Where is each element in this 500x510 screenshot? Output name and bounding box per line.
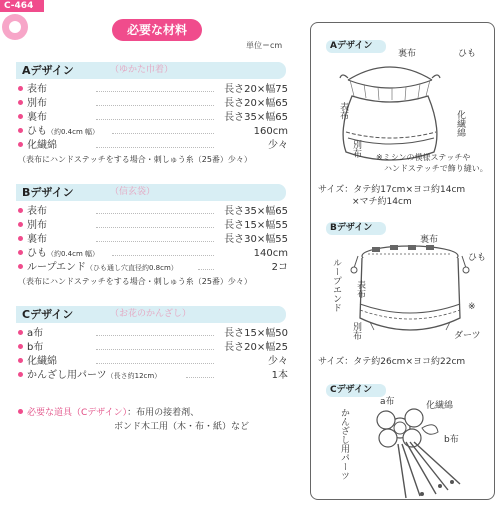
diagram-c-label-parts: かんざし用パーツ: [339, 408, 349, 480]
page-title: 必要な材料: [112, 19, 202, 41]
section-a: [16, 62, 306, 167]
material-row: 別布 長さ15×幅55: [16, 219, 306, 233]
kanzashi-illustration: [358, 398, 478, 502]
diagram-c-heading: Cデザイン: [326, 384, 386, 397]
material-row: 裏布 長さ35×幅65: [16, 111, 306, 125]
diagram-a-label-himo: ひも: [458, 49, 477, 59]
tools-line-1: ：布用の接着剤、: [127, 408, 200, 418]
material-row: 別布 長さ20×幅65: [16, 97, 306, 111]
section-b-header: [16, 184, 286, 201]
diagram-c-label-b: b布: [444, 435, 459, 445]
page-code: C-464: [0, 0, 44, 12]
diagram-b-label-darts: ダーツ: [454, 331, 481, 341]
section-b: [16, 184, 306, 289]
section-c-heading: Cデザイン: [22, 308, 74, 321]
diagram-a-label-kasen: 化繊綿: [455, 110, 465, 137]
material-row: 化繊綿 少々: [16, 355, 306, 369]
section-c-subtitle: （お花のかんざし）: [110, 309, 192, 319]
bag-b-illustration: [350, 238, 470, 348]
diagram-b-label-betsu: 別布: [351, 322, 361, 340]
diagram-b-size: サイズ：タテ約26cm×ヨコ約22cm: [318, 357, 466, 367]
diagram-b-label-himo: ひも: [468, 253, 487, 263]
section-b-heading: Bデザイン: [22, 186, 74, 199]
section-a-footnote: （表布にハンドステッチをする場合・刺しゅう糸（25番）少々）: [18, 155, 252, 164]
material-row: ひも（約0.4cm 幅） 160cm: [16, 125, 306, 139]
material-row: b布 長さ20×幅25: [16, 341, 306, 355]
tools-label: 必要な道具: [27, 408, 73, 418]
material-row: a布 長さ15×幅50: [16, 327, 306, 341]
material-row: 表布 長さ35×幅65: [16, 205, 306, 219]
diagram-a-label-ura: 裏布: [398, 49, 417, 59]
diagram-b-label-omote: 表布: [355, 280, 365, 298]
diagram-a-label-omote: 表布: [338, 102, 348, 120]
diagram-a-note-2: ハンドステッチで飾り縫い。: [384, 164, 488, 173]
material-row: 表布 長さ20×幅75: [16, 83, 306, 97]
material-row: ループエンド（ひも通し穴直径約0.8cm） 2コ: [16, 261, 306, 275]
diagram-a-size-2: ×マチ約14cm: [352, 197, 412, 207]
section-b-subtitle: （信玄袋）: [110, 187, 156, 197]
material-row: 裏布 長さ30×幅55: [16, 233, 306, 247]
diagram-b-label-ura: 裏布: [420, 235, 439, 245]
section-b-footnote: （表布にハンドステッチをする場合・刺しゅう糸（25番）少々）: [18, 277, 252, 286]
section-c: [16, 306, 306, 383]
diagram-b-label-mark: ※: [468, 302, 476, 312]
page-marker-icon: [2, 14, 28, 40]
required-tools: [18, 406, 308, 434]
diagram-b-label-loop: ループエンド: [331, 258, 341, 312]
tools-line-2: ボンド木工用（木・布・紙）など: [114, 422, 250, 432]
material-row: 化繊綿 少々: [16, 139, 306, 153]
tools-label-note: （Cデザイン）: [72, 408, 128, 418]
unit-note: 単位＝cm: [246, 41, 283, 50]
diagram-a-size-1: サイズ：タテ約17cm×ヨコ約14cm: [318, 185, 466, 195]
diagram-a-label-betsu: 別布: [351, 140, 361, 158]
material-row: ひも（約0.4cm 幅） 140cm: [16, 247, 306, 261]
diagram-b-heading: Bデザイン: [326, 222, 386, 235]
diagram-c-label-kasen: 化繊綿: [426, 401, 454, 411]
section-a-subtitle: （ゆかた巾着）: [110, 65, 174, 75]
section-a-header: [16, 62, 286, 79]
diagram-a-heading: Aデザイン: [326, 40, 386, 53]
diagram-c-label-a: a布: [380, 397, 395, 407]
section-c-header: [16, 306, 286, 323]
section-a-heading: Aデザイン: [22, 64, 74, 77]
diagram-a-note-1: ※ミシンの模様ステッチや: [376, 153, 471, 162]
page-code-badge: [0, 0, 44, 48]
material-row: かんざし用パーツ（長さ約12cm） 1本: [16, 369, 306, 383]
